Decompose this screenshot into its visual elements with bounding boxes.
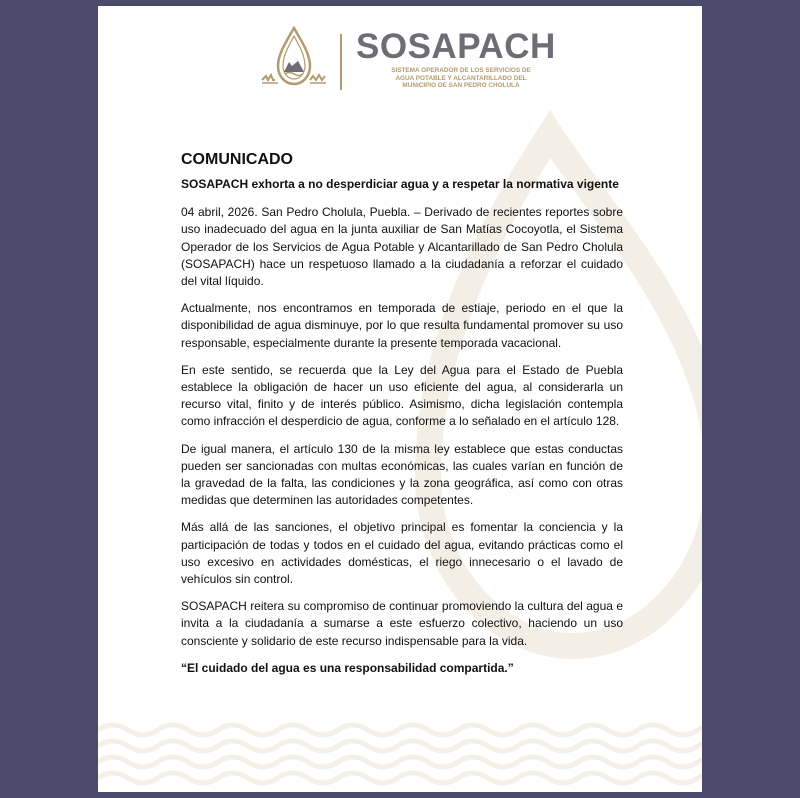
brand-subtitle-line: SISTEMA OPERADOR DE LOS SERVICIOS DE xyxy=(391,67,531,74)
document-page xyxy=(98,6,702,792)
paragraph: Más allá de las sanciones, el objetivo principal es fomentar la conciencia y la participación de todas y todos en el cuidado del agua, evitando prácticas como el uso excesivo en actividades domésticas, el riego innecesario o el lavado de vehículos sin control. xyxy=(181,520,623,587)
brand-subtitle-line: AGUA POTABLE Y ALCANTARILLADO DEL xyxy=(395,74,527,82)
paragraph: Actualmente, nos encontramos en temporada de estiaje, periodo en el que la disponibilidad de agua disminuye, por lo que resulta fundamental promover su uso responsable, especialmente durante la presente temporada vacacional. xyxy=(181,301,623,350)
document-body xyxy=(181,150,623,677)
paragraph: De igual manera, el artículo 130 de la misma ley establece que estas conductas pueden ser sancionadas con multas económicas, las cuales varían en función de la gravedad de la falta, las condiciones y la zona geográfica, así como con otras medidas que determinen las autoridades competentes. xyxy=(181,441,623,508)
document-subtitle: SOSAPACH exhorta a no desperdiciar agua y a respetar la normativa vigente xyxy=(181,177,619,191)
brand-name: SOSAPACH xyxy=(356,27,556,66)
letterhead xyxy=(258,24,558,96)
brand-subtitle-line: MUNICIPIO DE SAN PEDRO CHOLULA xyxy=(402,82,520,90)
sosapach-logo-icon xyxy=(258,24,330,92)
paragraph: 04 abril, 2026. San Pedro Cholula, Puebla. – Derivado de recientes reportes sobre uso inadecuado del agua en la junta auxiliar de San Matías Cocoyotla, el Sistema Operador de los Servicios de Agua Potable y Alcantarillado de San Pedro Cholula (SOSAPACH) hace un respetuoso llamado a la ciudadanía a reforzar el cuidado del vital líquido. xyxy=(181,205,623,289)
paragraph: SOSAPACH reitera su compromiso de continuar promoviendo la cultura del agua e invita a la ciudadanía a sumarse a este esfuerzo colectivo, haciendo un uso consciente y solidario de este recurso indispensable para la vida. xyxy=(181,599,623,648)
paragraph: En este sentido, se recuerda que la Ley del Agua para el Estado de Puebla establece la obligación de hacer un uso eficiente del agua, al considerarla un recurso vital, finito y de interés público. Asimismo, dicha legislación contempla como infracción el desperdicio de agua, conforme a lo señalado en el artículo 128. xyxy=(181,362,623,429)
brand-subtitle xyxy=(356,67,566,90)
closing-quote: “El cuidado del agua es una responsabilidad compartida.” xyxy=(181,660,514,675)
header-divider xyxy=(340,34,342,90)
document-title: COMUNICADO xyxy=(181,151,293,168)
